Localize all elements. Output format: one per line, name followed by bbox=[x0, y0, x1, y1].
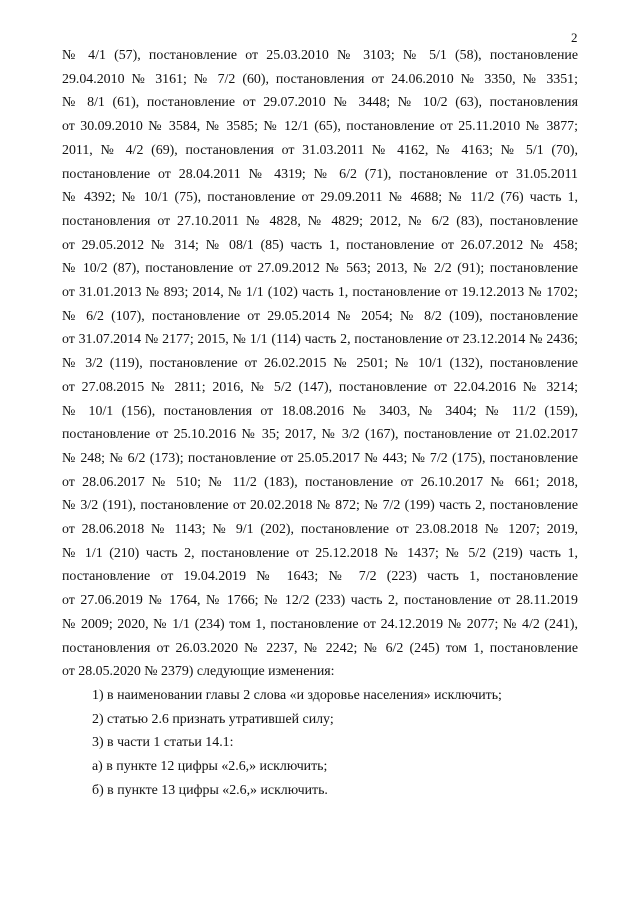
text-line: от 28.05.2020 № 2379) следующие изменения: bbox=[62, 664, 335, 680]
text-line: № 3/2 (119), постановление от 26.02.2015 № 2501; № 10/1 (132), постановление bbox=[62, 356, 578, 372]
list-item: 2) статью 2.6 признать утратившей силу; bbox=[92, 711, 334, 727]
text-line: № 4/1 (57), постановление от 25.03.2010 № 3103; № 5/1 (58), постановление bbox=[62, 48, 578, 63]
text-line: 2011, № 4/2 (69), постановления от 31.03.2011 № 4162, № 4163; № 5/1 (70), bbox=[62, 142, 578, 158]
text-line: № 6/2 (107), постановление от 29.05.2014 № 2054; № 8/2 (109), постановление bbox=[62, 308, 578, 324]
list-item: а) в пункте 12 цифры «2.6,» исключить; bbox=[92, 759, 328, 775]
text-line: постановления от 27.10.2011 № 4828, № 4829; 2012, № 6/2 (83), постановление bbox=[62, 213, 578, 229]
list-item: 1) в наименовании главы 2 слова «и здоровье населения» исключить; bbox=[92, 687, 502, 703]
text-line: № 1/1 (210) часть 2, постановление от 25.12.2018 № 1437; № 5/2 (219) часть 1, bbox=[62, 545, 578, 561]
text-line: от 31.01.2013 № 893; 2014, № 1/1 (102) часть 1, постановление от 19.12.2013 № 1702; bbox=[62, 285, 578, 301]
text-line: от 27.06.2019 № 1764, № 1766; № 12/2 (233) часть 2, постановление от 28.11.2019 bbox=[62, 593, 578, 609]
text-line: постановление от 28.04.2011 № 4319; № 6/2 (71), постановление от 31.05.2011 bbox=[62, 166, 578, 182]
text-line: от 28.06.2018 № 1143; № 9/1 (202), постановление от 23.08.2018 № 1207; 2019, bbox=[62, 522, 578, 538]
text-line: № 3/2 (191), постановление от 20.02.2018 № 872; № 7/2 (199) часть 2, постановление bbox=[62, 498, 578, 514]
list-item: 3) в части 1 статьи 14.1: bbox=[92, 735, 234, 751]
text-line: от 31.07.2014 № 2177; 2015, № 1/1 (114) часть 2, постановление от 23.12.2014 № 2436; bbox=[62, 332, 578, 348]
text-line: № 10/2 (87), постановление от 27.09.2012 № 563; 2013, № 2/2 (91); постановление bbox=[62, 261, 578, 277]
text-line: от 30.09.2010 № 3584, № 3585; № 12/1 (65), постановление от 25.11.2010 № 3877; bbox=[62, 119, 578, 135]
text-line: постановление от 25.10.2016 № 35; 2017, № 3/2 (167), постановление от 21.02.2017 bbox=[62, 427, 578, 443]
text-line: № 248; № 6/2 (173); постановление от 25.05.2017 № 443; № 7/2 (175), постановление bbox=[62, 450, 578, 466]
text-line: № 2009; 2020, № 1/1 (234) том 1, постановление от 24.12.2019 № 2077; № 4/2 (241), bbox=[62, 616, 578, 632]
text-line: 29.04.2010 № 3161; № 7/2 (60), постановления от 24.06.2010 № 3350, № 3351; bbox=[62, 71, 578, 87]
document-body bbox=[62, 44, 578, 803]
text-line: № 4392; № 10/1 (75), постановление от 29.09.2011 № 4688; № 11/2 (76) часть 1, bbox=[62, 190, 578, 206]
text-line: постановление от 19.04.2019 № 1643; № 7/2 (223) часть 1, постановление bbox=[62, 569, 578, 585]
text-line: № 8/1 (61), постановление от 29.07.2010 № 3448; № 10/2 (63), постановления bbox=[62, 95, 578, 111]
page-number: 2 bbox=[571, 30, 578, 45]
text-line: постановления от 26.03.2020 № 2237, № 2242; № 6/2 (245) том 1, постановление bbox=[62, 640, 578, 656]
text-line: от 27.08.2015 № 2811; 2016, № 5/2 (147), постановление от 22.04.2016 № 3214; bbox=[62, 379, 578, 395]
list-item: б) в пункте 13 цифры «2.6,» исключить. bbox=[92, 782, 328, 798]
text-line: № 10/1 (156), постановления от 18.08.2016 № 3403, № 3404; № 11/2 (159), bbox=[62, 403, 578, 419]
text-line: от 29.05.2012 № 314; № 08/1 (85) часть 1, постановление от 26.07.2012 № 458; bbox=[62, 237, 578, 253]
amendment-paragraph bbox=[62, 44, 578, 684]
text-line: от 28.06.2017 № 510; № 11/2 (183), постановление от 26.10.2017 № 661; 2018, bbox=[62, 474, 578, 490]
